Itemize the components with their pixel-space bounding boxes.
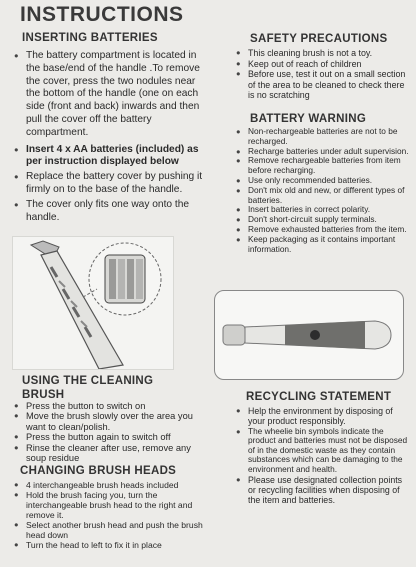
list-item: ● Press the button again to switch off xyxy=(14,432,206,442)
inserting-batteries-list xyxy=(14,50,206,226)
list-item: ● The wheelie bin symbols indicate the product and batteries must not be disposed of in the domestic waste as they contain substances which can be damaging to the environment and health. xyxy=(236,427,408,475)
list-item: ● Recharge batteries under adult supervision. xyxy=(236,147,410,157)
list-item: ● Insert 4 x AA batteries (included) as per instruction displayed below xyxy=(14,144,206,170)
list-item: ● Don't mix old and new, or different types of batteries. xyxy=(236,186,410,206)
recycling-list xyxy=(236,406,408,505)
list-item: ● Hold the brush facing you, turn the interchangeable brush head to the right and remove it. xyxy=(14,490,206,520)
list-item: ● Please use designated collection points or recycling facilities when disposing of the item and batteries. xyxy=(236,475,408,506)
cleaning-brush-photo xyxy=(214,290,404,380)
list-item: ● Before use, test it out on a small section of the area to be cleaned to check there is no scratching xyxy=(236,69,408,101)
list-item: ● Turn the head to left to fix it in place xyxy=(14,540,206,550)
list-item: ● Move the brush slowly over the area you want to clean/polish. xyxy=(14,411,206,432)
using-brush-heading: USING THE CLEANING BRUSH xyxy=(22,375,154,401)
list-item: ● The battery compartment is located in the base/end of the handle .To remove the cover, press the two nodules near the bottom of the handle (one on each side (front and back) inwards and then pull the cover off the battery compartment. xyxy=(14,50,206,140)
list-item: ● Use only recommended batteries. xyxy=(236,176,410,186)
list-item: ● 4 interchangeable brush heads included xyxy=(14,480,206,490)
list-item: ● Select another brush head and push the brush head down xyxy=(14,520,206,540)
list-item: ● Non-rechargeable batteries are not to be recharged. xyxy=(236,127,410,147)
list-item: ● Replace the battery cover by pushing it firmly on to the base of the handle. xyxy=(14,171,206,197)
list-item: ● Keep packaging as it contains important information. xyxy=(236,235,410,255)
list-item: ● Remove exhausted batteries from the item. xyxy=(236,225,410,235)
list-item: ● Keep out of reach of children xyxy=(236,59,408,70)
list-item: ● Remove rechargeable batteries from item before recharging. xyxy=(236,156,410,176)
battery-warning-list xyxy=(236,127,410,254)
page-title: INSTRUCTIONS xyxy=(20,3,184,26)
battery-insertion-illustration xyxy=(12,236,174,370)
safety-precautions-list xyxy=(236,48,408,101)
list-item: ● Insert batteries in correct polarity. xyxy=(236,205,410,215)
inserting-batteries-heading: INSERTING BATTERIES xyxy=(22,32,158,44)
list-item: ● Help the environment by disposing of your product responsibly. xyxy=(236,406,408,427)
battery-compartment-drawing xyxy=(105,255,145,303)
list-item: ● Press the button to switch on xyxy=(14,401,206,411)
safety-precautions-heading: SAFETY PRECAUTIONS xyxy=(250,33,388,45)
battery-warning-heading: BATTERY WARNING xyxy=(250,113,367,125)
list-item: ● This cleaning brush is not a toy. xyxy=(236,48,408,59)
using-brush-list xyxy=(14,401,206,463)
changing-heads-heading: CHANGING BRUSH HEADS xyxy=(20,465,177,477)
changing-heads-list xyxy=(14,480,206,550)
list-item: ● Rinse the cleaner after use, remove any soup residue xyxy=(14,443,206,464)
list-item: ● The cover only fits one way onto the handle. xyxy=(14,199,206,225)
recycling-heading: RECYCLING STATEMENT xyxy=(246,391,392,403)
list-item: ● Don't short-circuit supply terminals. xyxy=(236,215,410,225)
